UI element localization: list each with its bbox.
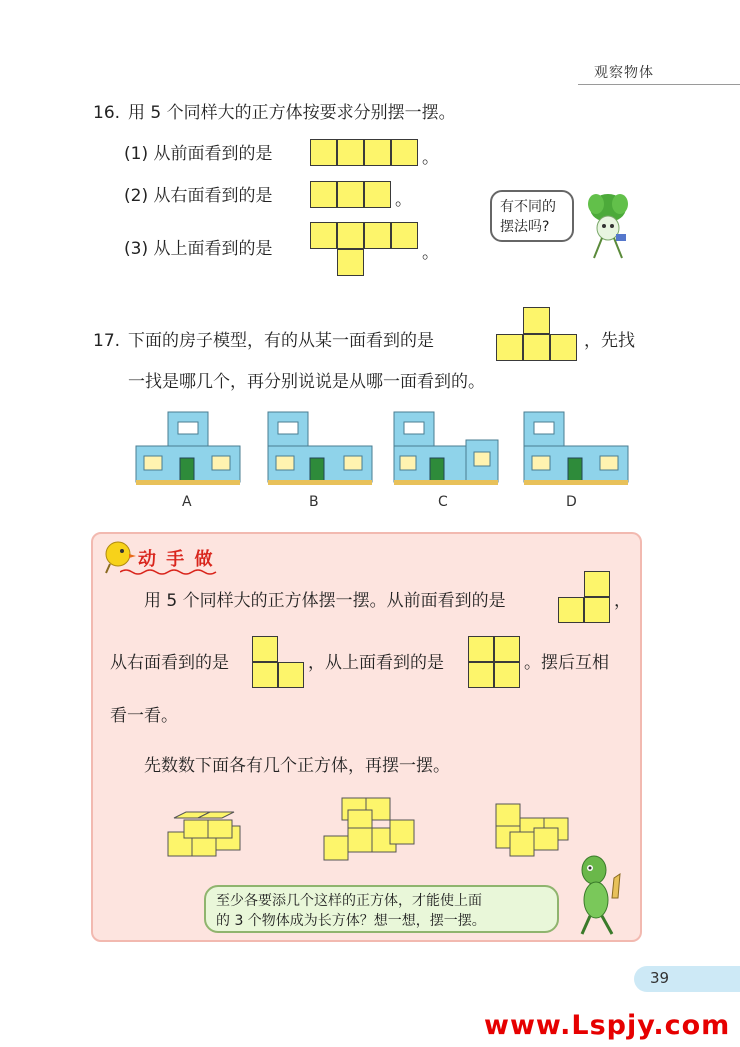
- chapter-title: 观察物体: [594, 65, 654, 81]
- cube-stack-2: [320, 792, 420, 864]
- square-cell: [310, 181, 337, 208]
- square-cell: [494, 636, 520, 662]
- q17-target-view: [496, 307, 577, 361]
- house-model-b: [264, 408, 376, 486]
- title-underline: [120, 568, 220, 576]
- q16-item1: (1) 从前面看到的是: [124, 144, 273, 164]
- speech-bubble: [490, 190, 574, 242]
- radish-character-icon: [580, 190, 636, 262]
- house-model-d: [520, 408, 632, 486]
- activity-p2c: 。摆后互相: [524, 653, 609, 673]
- house-label-a: A: [182, 494, 192, 510]
- page-number: 39: [650, 969, 670, 987]
- house-label-c: C: [438, 494, 448, 510]
- house-label-b: B: [309, 494, 319, 510]
- watermark: www.Lspjy.com: [484, 1010, 731, 1041]
- q16-top-view: [310, 222, 418, 276]
- grasshopper-character-icon: [570, 852, 630, 936]
- square-cell: [278, 662, 304, 688]
- square-cell: [523, 334, 550, 361]
- activity-front-view: [558, 571, 610, 623]
- activity-p1b: ，: [614, 591, 631, 611]
- q16-right-view: [310, 181, 391, 208]
- square-cell: [252, 662, 278, 688]
- q16-period: 。: [422, 148, 439, 168]
- square-cell: [364, 181, 391, 208]
- activity-top-view: [468, 636, 520, 688]
- q16-item3: (3) 从上面看到的是: [124, 239, 273, 259]
- cube-stack-3: [490, 798, 582, 862]
- square-cell: [494, 662, 520, 688]
- activity-p2a: 从右面看到的是: [110, 653, 229, 673]
- square-cell: [468, 636, 494, 662]
- q16-number: 16.: [93, 103, 121, 123]
- square-cell: [337, 139, 364, 166]
- square-cell: [468, 662, 494, 688]
- bubble-line: 的 3 个物体成为长方体？想一想，摆一摆。: [216, 913, 486, 929]
- q16-period: 。: [395, 190, 412, 210]
- q17-line1b: ，先找: [584, 331, 635, 351]
- cube-stack-1: [164, 808, 248, 862]
- q16-text: 用 5 个同样大的正方体按要求分别摆一摆。: [128, 103, 456, 123]
- house-label-d: D: [566, 494, 577, 510]
- square-cell: [550, 334, 577, 361]
- square-cell: [310, 222, 337, 249]
- square-cell: [584, 571, 610, 597]
- q16-item2: (2) 从右面看到的是: [124, 186, 273, 206]
- square-cell: [584, 597, 610, 623]
- activity-right-view: [252, 636, 304, 688]
- house-model-c: [390, 408, 502, 486]
- square-cell: [364, 139, 391, 166]
- bubble-line: 摆法吗?: [500, 219, 550, 235]
- square-cell: [391, 139, 418, 166]
- activity-p4: 先数数下面各有几个正方体，再摆一摆。: [144, 756, 450, 776]
- bubble-line: 至少各要添几个这样的正方体，才能使上面: [216, 893, 482, 909]
- q17-number: 17.: [93, 331, 121, 351]
- square-cell: [558, 597, 584, 623]
- square-cell: [364, 222, 391, 249]
- square-cell: [252, 636, 278, 662]
- q17-line2: 一找是哪几个，再分别说说是从哪一面看到的。: [128, 372, 485, 392]
- house-model-a: [132, 408, 244, 486]
- activity-p2b: ，从上面看到的是: [308, 653, 444, 673]
- square-cell: [337, 181, 364, 208]
- header-divider: [578, 84, 740, 85]
- square-cell: [337, 249, 364, 276]
- square-cell: [496, 334, 523, 361]
- activity-p1a: 用 5 个同样大的正方体摆一摆。从前面看到的是: [144, 591, 506, 611]
- square-cell: [310, 139, 337, 166]
- q16-front-view: [310, 139, 418, 166]
- bubble-line: 有不同的: [500, 199, 556, 215]
- activity-p3: 看一看。: [110, 706, 178, 726]
- activity-title: 动 手 做: [138, 549, 215, 570]
- q16-period: 。: [422, 243, 439, 263]
- square-cell: [523, 307, 550, 334]
- speech-bubble-hint: [204, 885, 559, 933]
- square-cell: [391, 222, 418, 249]
- q17-line1a: 下面的房子模型，有的从某一面看到的是: [128, 331, 434, 351]
- square-cell: [337, 222, 364, 249]
